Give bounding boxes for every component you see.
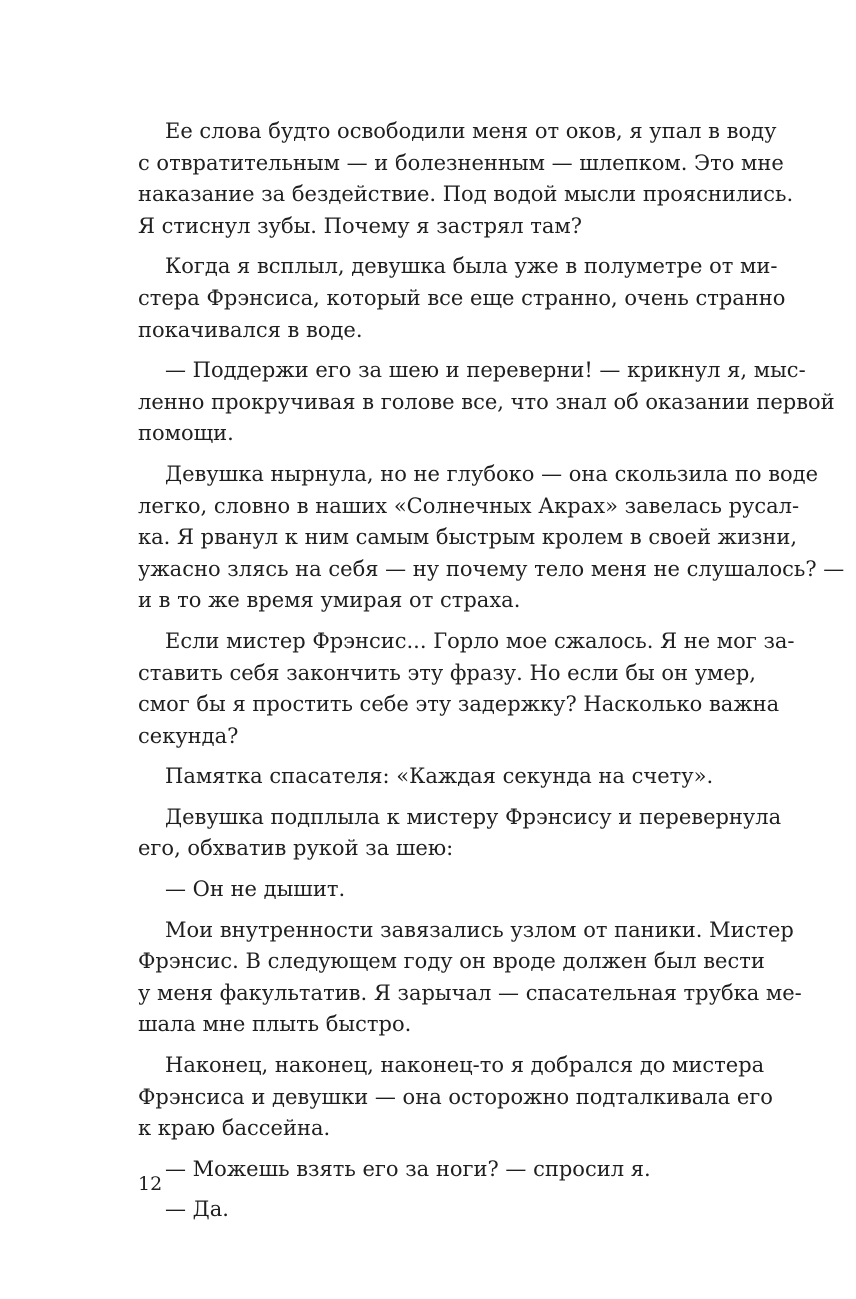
- text-line: Девушка подплыла к мистеру Фрэнсису и перевернула: [165, 804, 782, 829]
- text-line: шала мне плыть быстро.: [138, 1012, 412, 1037]
- paragraph: [138, 251, 786, 346]
- paragraph: [138, 915, 802, 1041]
- text-line: ленно прокручивая в голове все, что знал об оказании первой: [138, 389, 835, 414]
- text-line: с отвратительным — и болезненным — шлепком. Это мне: [138, 150, 784, 175]
- text-line: Девушка нырнула, но не глубоко — она скользила по воде: [165, 461, 819, 486]
- text-line: Памятка спасателя: «Каждая секунда на счету».: [165, 764, 714, 789]
- text-line: легко, словно в наших «Солнечных Акрах» завелась русал-: [138, 493, 800, 518]
- paragraph: [138, 1154, 726, 1186]
- text-line: секунда?: [138, 723, 239, 748]
- paragraph: [138, 116, 794, 242]
- paragraph: [138, 626, 795, 752]
- text-line: — Да.: [165, 1197, 229, 1222]
- page-number: 12: [138, 1173, 163, 1195]
- paragraph: [138, 761, 726, 793]
- text-line: Если мистер Фрэнсис... Горло мое сжалось. Я не мог за-: [165, 628, 795, 653]
- text-line: помощи.: [138, 421, 234, 446]
- text-line: его, обхватив рукой за шею:: [138, 836, 454, 861]
- text-line: ка. Я рванул к ним самым быстрым кролем в своей жизни,: [138, 525, 798, 550]
- text-line: ставить себя закончить эту фразу. Но если бы он умер,: [138, 660, 756, 685]
- text-line: у меня факультатив. Я зарычал — спасательная трубка ме-: [138, 980, 802, 1005]
- paragraph: [138, 355, 835, 450]
- text-line: Фрэнсис. В следующем году он вроде должен был вести: [138, 949, 765, 974]
- paragraph: [138, 802, 782, 865]
- paragraph: [138, 1050, 773, 1145]
- paragraph: [138, 459, 845, 617]
- text-line: Мои внутренности завязались узлом от паники. Мистер: [165, 917, 794, 942]
- text-line: и в то же время умирая от страха.: [138, 588, 521, 613]
- text-line: — Поддержи его за шею и переверни! — крикнул я, мыс-: [165, 358, 806, 383]
- text-line: Наконец, наконец, наконец-то я добрался до мистера: [165, 1053, 765, 1078]
- text-line: смог бы я простить себе эту задержку? Насколько важна: [138, 692, 780, 717]
- text-line: Я стиснул зубы. Почему я застрял там?: [138, 213, 583, 238]
- text-line: Фрэнсиса и девушки — она осторожно подталкивала его: [138, 1084, 773, 1109]
- book-page-text: [138, 116, 845, 1226]
- paragraph: [138, 1194, 726, 1226]
- text-line: к краю бассейна.: [138, 1116, 331, 1141]
- paragraph: [138, 874, 726, 906]
- text-line: ужасно злясь на себя — ну почему тело меня не слушалось? —: [138, 556, 845, 581]
- text-line: покачивался в воде.: [138, 317, 363, 342]
- text-line: Когда я всплыл, девушка была уже в полуметре от ми-: [165, 254, 778, 279]
- text-line: Ее слова будто освободили меня от оков, я упал в воду: [165, 119, 777, 143]
- text-line: — Он не дышит.: [165, 877, 346, 902]
- text-line: — Можешь взять его за ноги? — спросил я.: [165, 1156, 651, 1181]
- text-line: стера Фрэнсиса, который все еще странно, очень странно: [138, 285, 786, 310]
- text-line: наказание за бездействие. Под водой мысли прояснились.: [138, 182, 794, 207]
